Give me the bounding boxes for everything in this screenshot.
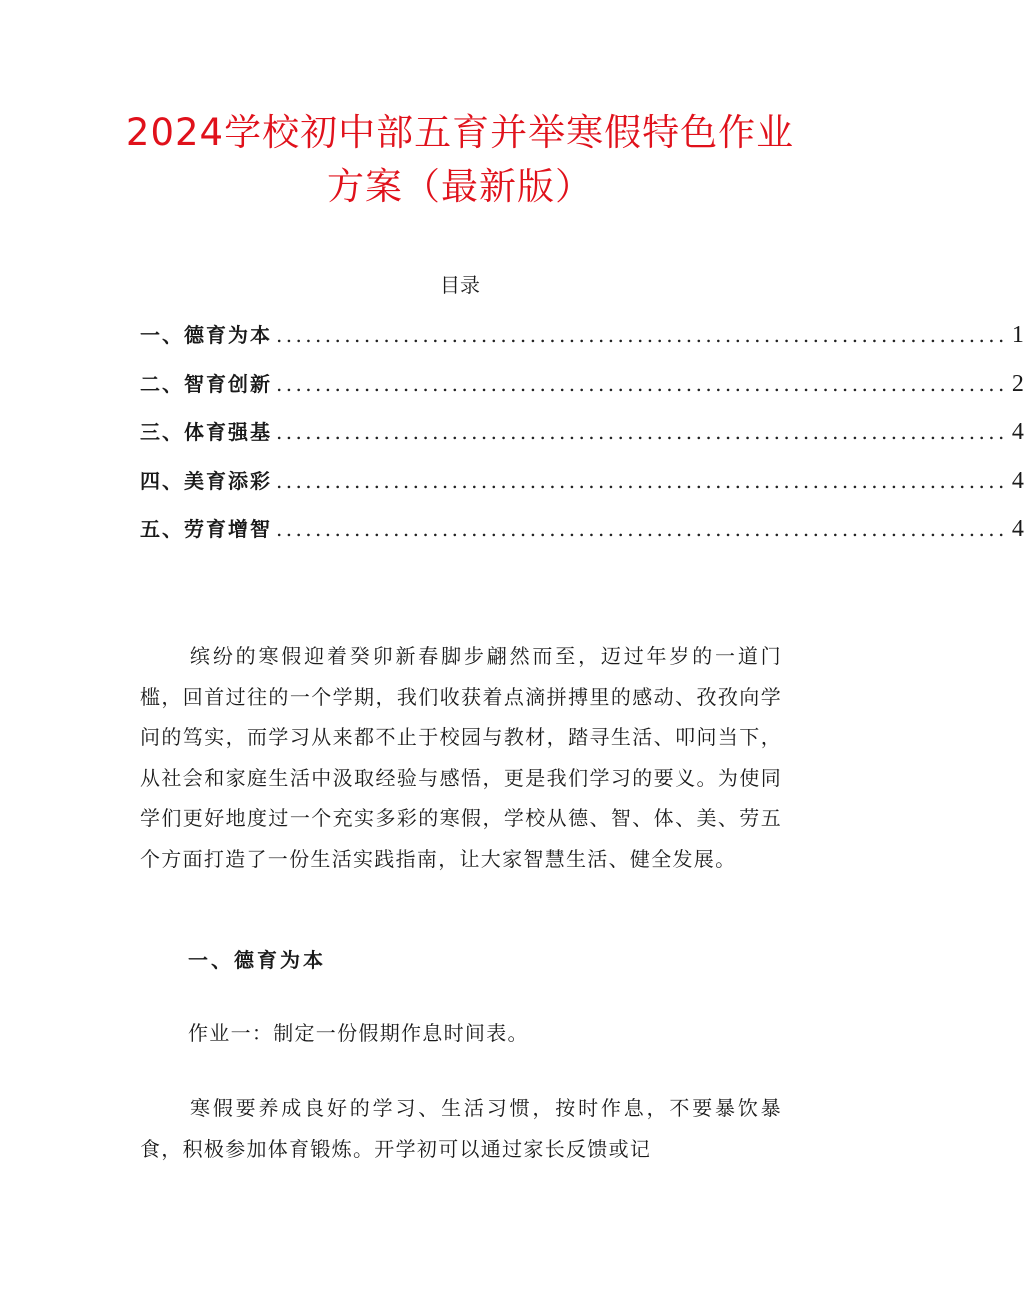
table-of-contents	[140, 315, 1024, 558]
document-title-line2: 方案（最新版）	[327, 165, 593, 208]
toc-entry-label: 三、体育强基	[140, 420, 272, 444]
document-title-line1: 2024学校初中部五育并举寒假特色作业	[125, 111, 795, 154]
toc-leader-dots: ...........................................................................	[276, 323, 1008, 347]
toc-entry-label: 五、劳育增智	[140, 517, 272, 541]
toc-entry[interactable]	[140, 412, 1024, 461]
toc-entry-label: 二、智育创新	[140, 371, 272, 396]
intro-paragraph: 缤纷的寒假迎着癸卯新春脚步翩然而至，迈过年岁的一道门槛，回首过往的一个学期，我们收获着点滴拼搏里的感动、孜孜向学问的笃实，而学习从来都不止于校园与教材，踏寻生活、叩问当下，从社会和家庭生活中汲取经验与感悟，更是我们学习的要义。为使同学们更好地度过一个充实多彩的寒假，学校从德、智、体、美、劳五个方面打造了一份生活实践指南，让大家智慧生活、健全发展。	[140, 644, 782, 871]
toc-entry-page: 4	[1011, 516, 1024, 542]
toc-entry-page: 4	[1011, 419, 1024, 445]
toc-leader-dots: ...........................................................................	[276, 517, 1008, 541]
section-heading: 一、德育为本	[188, 948, 326, 972]
toc-entry-page: 2	[1011, 370, 1024, 397]
toc-entry-label: 一、德育为本	[140, 323, 272, 347]
homework-title: 作业一：制定一份假期作息时间表。	[188, 1021, 529, 1045]
toc-leader-dots: ...........................................................................	[276, 468, 1008, 493]
toc-entry-page: 1	[1011, 322, 1024, 348]
toc-entry-page: 4	[1011, 467, 1024, 494]
toc-entry[interactable]	[140, 509, 1024, 558]
section-paragraph: 寒假要养成良好的学习、生活习惯，按时作息，不要暴饮暴食，积极参加体育锻炼。开学初可以通过家长反馈或记	[140, 1096, 782, 1161]
toc-leader-dots: ...........................................................................	[276, 371, 1008, 396]
toc-leader-dots: ...........................................................................	[276, 420, 1008, 444]
toc-entry[interactable]	[140, 461, 1024, 510]
toc-heading: 目录	[440, 273, 480, 297]
toc-entry-label: 四、美育添彩	[140, 468, 272, 493]
toc-entry[interactable]	[140, 364, 1024, 413]
toc-entry[interactable]	[140, 315, 1024, 364]
